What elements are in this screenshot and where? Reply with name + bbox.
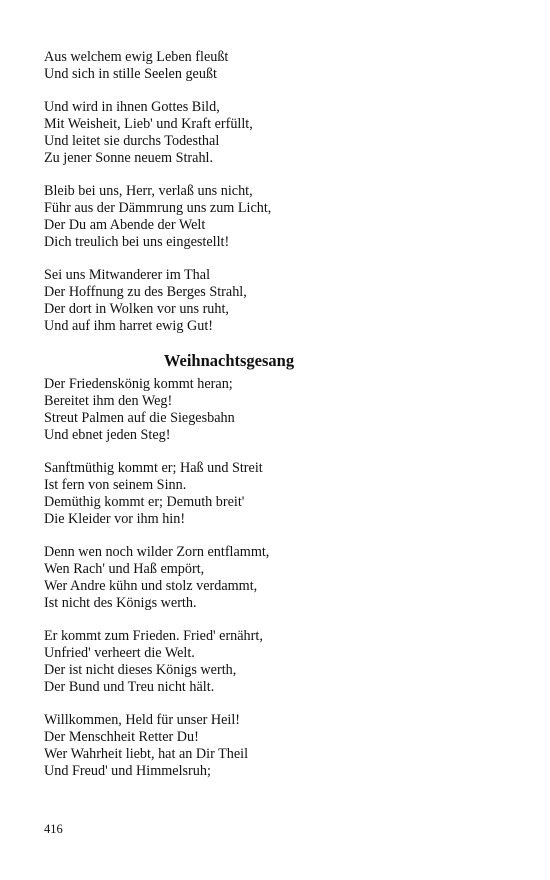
poem-title: Weihnachtsgesang [163,351,295,371]
verse-line: Und auf ihm harret ewig Gut! [44,317,214,334]
verse-line: Der Bund und Treu nicht hält. [44,678,215,695]
stanza [44,628,514,695]
verse-line: Der Du am Abende der Welt [44,216,206,233]
stanza [44,183,514,250]
verse-line: Wer Wahrheit liebt, hat an Dir Theil [44,745,249,762]
stanza [44,376,514,443]
verse-line: Der dort in Wolken vor uns ruht, [44,300,229,317]
verse-line: Und sich in stille Seelen geußt [44,65,217,82]
verse-line: Bleib bei uns, Herr, verlaß uns nicht, [44,183,253,200]
stanza [44,49,514,83]
verse-line: Dich treulich bei uns eingestellt! [44,233,230,250]
page-body [44,49,514,796]
stanza [44,712,514,779]
verse-line: Ist nicht des Königs werth. [44,594,197,611]
verse-line: Wer Andre kühn und stolz verdammt, [44,577,258,594]
verse-line: Und wird in ihnen Gottes Bild, [44,99,220,116]
verse-line: Zu jener Sonne neuem Strahl. [44,149,214,166]
verse-line: Demüthig kommt er; Demuth breit' [44,493,245,510]
verse-line: Mit Weisheit, Lieb' und Kraft erfüllt, [44,116,253,133]
verse-line: Der Friedenskönig kommt heran; [44,376,233,393]
verse-line: Unfried' verheert die Welt. [44,645,195,662]
stanza [44,99,514,166]
verse-line: Denn wen noch wilder Zorn entflammt, [44,544,270,561]
verse-line: Der Hoffnung zu des Berges Strahl, [44,284,247,301]
verse-line: Bereitet ihm den Weg! [44,393,173,410]
verse-line: Und ebnet jeden Steg! [44,426,171,443]
stanza [44,267,514,334]
stanza [44,460,514,527]
verse-line: Sei uns Mitwanderer im Thal [44,267,211,284]
verse-line: Sanftmüthig kommt er; Haß und Streit [44,460,263,477]
page-number: 416 [44,822,63,836]
verse-line: Die Kleider vor ihm hin! [44,510,186,527]
verse-line: Willkommen, Held für unser Heil! [44,712,241,729]
verse-line: Und Freud' und Himmelsruh; [44,762,211,779]
verse-line: Und leitet sie durchs Todesthal [44,132,220,149]
verse-line: Aus welchem ewig Leben fleußt [44,49,229,65]
verse-line: Ist fern von seinem Sinn. [44,477,187,494]
verse-line: Wen Rach' und Haß empört, [44,561,205,578]
poem-continuation [44,49,514,335]
verse-line: Der ist nicht dieses Königs werth, [44,661,237,678]
verse-line: Streut Palmen auf die Siegesbahn [44,409,235,426]
verse-line: Führ aus der Dämmrung uns zum Licht, [44,200,272,217]
poem-weihnachtsgesang [44,376,514,779]
verse-line: Der Menschheit Retter Du! [44,729,199,746]
verse-line: Er kommt zum Frieden. Fried' ernährt, [44,628,263,645]
stanza [44,544,514,611]
